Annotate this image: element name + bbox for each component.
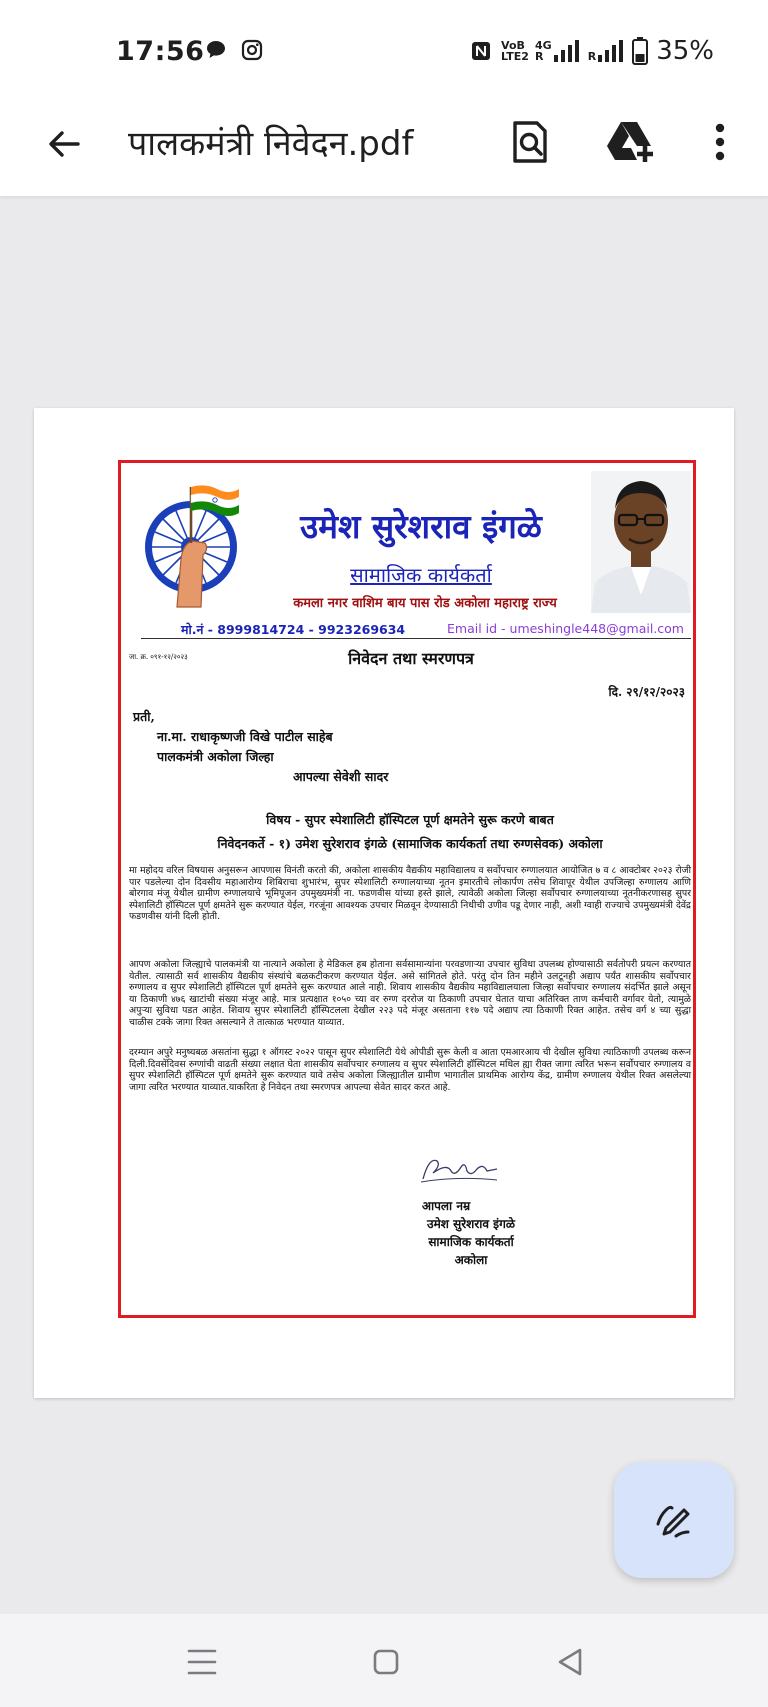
more-vert-icon xyxy=(714,122,726,162)
recipient-label: प्रती, xyxy=(133,709,155,724)
status-bar xyxy=(0,0,768,96)
system-nav-bar xyxy=(0,1614,768,1707)
menu-lines-icon xyxy=(187,1648,217,1676)
pdf-page[interactable] xyxy=(34,408,734,1398)
drive-add-icon xyxy=(607,120,657,164)
signatory-city: अकोला xyxy=(454,1253,488,1267)
letter-frame xyxy=(118,460,696,1318)
letterhead-name: उमेश सुरेशराव इंगळे xyxy=(300,507,542,546)
back-button[interactable] xyxy=(36,116,92,172)
more-options-button[interactable] xyxy=(700,112,740,172)
back-arrow-icon xyxy=(44,124,84,164)
chat-bubble-icon xyxy=(204,38,228,62)
battery-icon xyxy=(632,37,648,65)
edit-signature-icon xyxy=(652,1498,696,1542)
volte-indicator: VoB LTE2 xyxy=(501,39,529,63)
document-title: पालकमंत्री निवेदन.pdf xyxy=(128,124,414,164)
sign-off-block xyxy=(371,1197,571,1269)
recipient-post: पालकमंत्री अकोला जिल्हा xyxy=(157,749,274,764)
letterhead-contact-line xyxy=(141,621,691,639)
add-to-drive-button[interactable] xyxy=(602,112,662,172)
recipient-block xyxy=(133,707,388,787)
find-in-page-icon xyxy=(511,119,549,165)
instagram-icon xyxy=(240,38,264,62)
letter-subject: विषय - सुपर स्पेशालिटी हॉस्पिटल पूर्ण क्षमतेने सुरू करणे बाबत xyxy=(266,812,554,827)
app-bar xyxy=(0,96,768,196)
letterhead-address: कमला नगर वाशिम बाय पास रोड अकोला महाराष्ट्र राज्य xyxy=(293,596,557,611)
letter-heading: निवेदन तथा स्मरणपत्र xyxy=(348,649,474,668)
status-system-icons xyxy=(469,36,714,66)
closing-text: आपला नम्र xyxy=(421,1199,471,1213)
status-notification-icons xyxy=(204,38,264,62)
roaming-label-1: R xyxy=(535,50,544,63)
recipient-name: ना.मा. राधाकृष्णजी विखे पाटील साहेब xyxy=(157,729,333,744)
letter-submitter: निवेदनकर्ते - १) उमेश सुरेशराव इंगळे (सामाजिक कार्यकर्ता तथा रुग्णसेवक) अकोला xyxy=(217,836,603,851)
back-triangle-icon xyxy=(556,1647,584,1677)
find-in-page-button[interactable] xyxy=(502,112,558,172)
letter-date: दि. २९/१२/२०२३ xyxy=(608,685,685,699)
letterhead-email: Email id - umeshingle448@gmail.com xyxy=(447,621,684,636)
reference-number: जा. क्र. ०९१-१२/२०२३ xyxy=(129,653,188,661)
battery-percent: 35% xyxy=(656,36,714,66)
body-paragraph-2: आपण अकोला जिल्ह्याचे पालकमंत्री या नात्याने अकोला हे मेडिकल हब होताना सर्वसामान्यांना परवडणाऱ्या उपचार सुविधा उपलब्ध होण्यासाठी सर्वतोपरी प्रयत्न करण्यात येतील. त्यासाठी सर्व शासकीय वैद्यकीय संस्थांचे बळकटीकरण करण्यात येईल. असे सांगितले होते. परंतु दोन तिन महीने उलटूनही अद्याप पर्यंत शासकीय सर्वोपचार रुग्णालय व सुपर स्पेशालिटी हॉस्पिटल पूर्ण क्षमतेने सुरू करण्यात आले नाही. शिवाय शासकीय वैद्यकीय महाविद्यालयाला जिल्हा सर्वोपचार रुग्णालय संदर्भित झाले असून या ठिकाणी ४७६ खाटांची संख्या मंजूर आहे. मात्र प्रत्यक्षात १०५० च्या वर रुग्ण दररोज या ठिकाणी उपचार घेतात याचा अतिरिक्त ताण कर्मचारी वर्गावर येतो, त्यामुळे अपुऱ्या सुविधा पडत आहेत. शिवाय सुपर स्पेशालिटी हॉस्पिटलला देखील २२३ पदे मंजूर असताना ११७ पदे अद्याप त्या ठिकाणी रिक्त आहेत. तसेच वर्ग ४ च्या सुद्धा चाळीस टक्के जागा रिक्त असल्याने ते तात्काळ भरण्यात याव्यात. xyxy=(129,959,691,1028)
signal-icon xyxy=(598,40,624,62)
network-4g-label: 4G xyxy=(535,39,552,52)
recipient-service: आपल्या सेवेशी सादर xyxy=(293,769,389,784)
signal-sim1 xyxy=(535,40,580,62)
signal-icon xyxy=(554,40,580,62)
handwritten-signature xyxy=(417,1151,501,1187)
recent-apps-button[interactable] xyxy=(178,1638,226,1686)
body-paragraph-3: दरम्यान अपुरे मनुष्यबळ असतांना सुद्धा १ ऑगस्ट २०२२ पासून सुपर स्पेशालिटी येथे ओपीडी सुरू केली व आता एमआरआय ची देखील सुविधा त्याठिकाणी उपलब्ध करून दिली.दिवसेंदिवस रुग्णांची वाढती संख्या लक्षात घेता शासकीय सर्वोपचार रुग्णालय व सुपर स्पेशालिटी हॉस्पिटल मधिल ह्या रीक्त जागा त्वरित भरून सर्वोपचार रुग्णालय व सुपर स्पेशालिटी हॉस्पिटल पूर्ण क्षमतेने सुरू करण्यात यावे तसेच अकोला जिल्ह्यातील ग्रामीण भागातील प्राथमिक आरोग्य केंद्र, ग्रामीण रुग्णालय येथील रिक्त असलेल्या जागा त्वरित भरण्यात याव्यात.याकरिता हे निवेदन तथा स्मरणपत्र आपल्या सेवेत सादर करत आहे. xyxy=(129,1047,691,1093)
signatory-name: उमेश सुरेशराव इंगळे xyxy=(427,1217,515,1231)
home-button[interactable] xyxy=(362,1638,410,1686)
letterhead-phone: मो.नं - 8999814724 - 9923269634 xyxy=(181,622,406,637)
annotate-fab-button[interactable] xyxy=(614,1462,734,1578)
roaming-label-2: R xyxy=(587,50,597,63)
status-time: 17:56 xyxy=(116,36,205,67)
signatory-role: सामाजिक कार्यकर्ता xyxy=(428,1235,514,1249)
nfc-icon xyxy=(469,39,493,63)
signal-sim2 xyxy=(588,40,624,62)
home-square-icon xyxy=(372,1648,400,1676)
letterhead-role: सामाजिक कार्यकर्ता xyxy=(350,563,492,587)
system-back-button[interactable] xyxy=(546,1638,594,1686)
body-paragraph-1: मा महोदय वरिल विषयास अनुसरून आपणास विनंती करतो की, अकोला शासकीय वैद्यकीय महाविद्यालय व सर्वोपचार रुग्णालयात आयोजित ७ व ८ आक्टोबर २०२३ रोजी पार पडलेल्या दोन दिवसीय महाआरोग्य शिबिराचा शुभारंभ, सुपर स्पेशालिटी रुग्णालयाच्या नूतन इमारतीचे लोकार्पण तसेच शिवापूर येथील उपजिल्हा रुग्णालय आणि बोरगाव मंजू येथील ग्रामीण रुग्णालयाचे भूमिपूजन उपमुख्यमंत्री ना. फडणवीस यांच्या हस्ते झाले, त्यावेळी अकोला जिल्हा सर्वोपचार रुग्णालयाच्या नूतनीकरणासह सुपर स्पेशालिटी हॉस्पिटल पूर्ण क्षमतेने सुरू करण्यात येईल, गरजूंना आवश्यक उपचार मिळवून देण्यासाठी निधीची उणीव पडू देणार नाही, अशी ग्वाही राज्याचे उपमुख्यमंत्री देवेंद्र फडणवीस यांनी दिली होती. xyxy=(129,865,691,923)
profile-photo xyxy=(591,471,691,613)
flag-emblem-icon xyxy=(143,479,243,609)
